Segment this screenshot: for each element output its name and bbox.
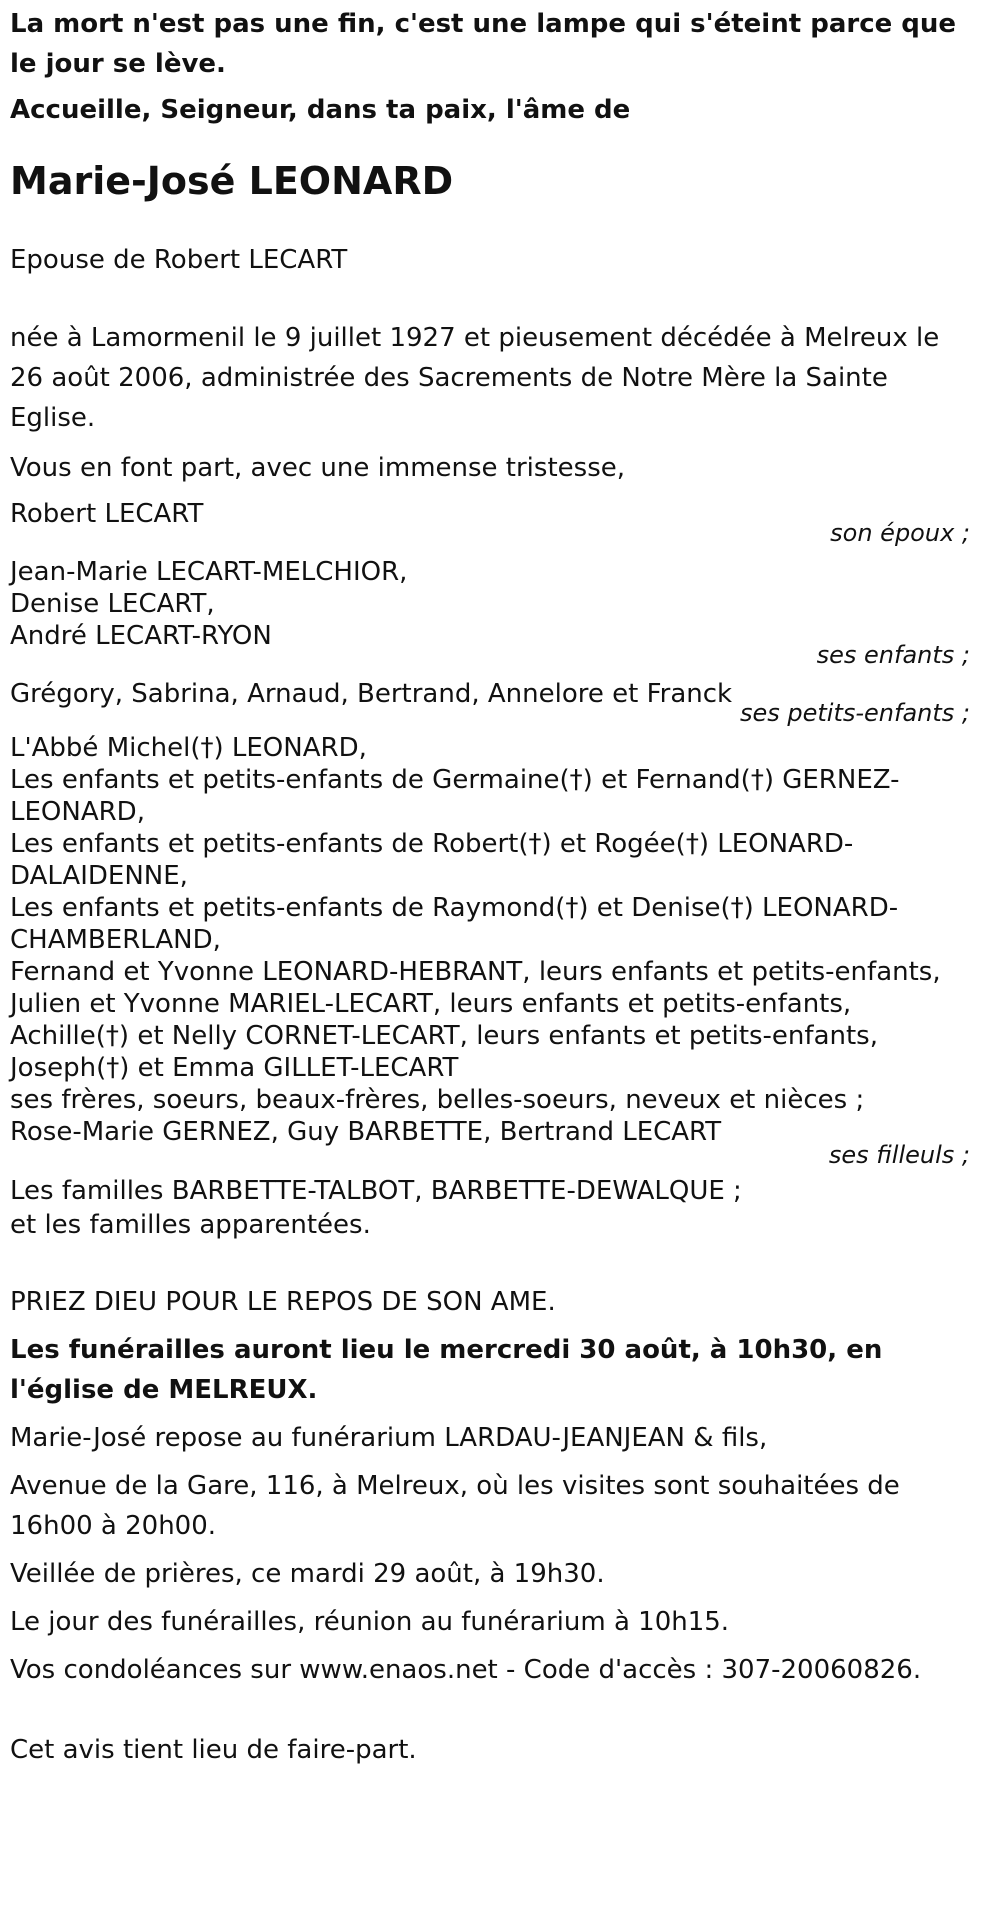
meeting-info: Le jour des funérailles, réunion au funérarium à 10h15. [10,1607,730,1637]
sibling-line: Les enfants et petits-enfants de Germaine(†) et Fernand(†) GERNEZ-LEONARD, [10,765,900,827]
deceased-name: Marie-José LEONARD [10,159,454,203]
siblings-block [10,732,970,1168]
families-block [10,1174,970,1242]
sibling-line: Les enfants et petits-enfants de Raymond(†) et Denise(†) LEONARD-CHAMBERLAND, [10,893,899,955]
grandchildren-relation: ses petits-enfants ; [739,699,970,727]
child-name: Denise LECART, [10,589,215,619]
sibling-line: L'Abbé Michel(†) LEONARD, [10,733,367,763]
sibling-line: Julien et Yvonne MARIEL-LECART, leurs enfants et petits-enfants, [10,989,852,1019]
announcement: Vous en font part, avec une immense tristesse, [10,453,625,483]
spouse-name: Robert LECART [10,499,204,529]
sibling-line: Les enfants et petits-enfants de Robert(†) et Rogée(†) LEONARD-DALAIDENNE, [10,829,854,891]
prayer-request: PRIEZ DIEU POUR LE REPOS DE SON AME. [10,1287,556,1317]
sibling-line: Fernand et Yvonne LEONARD-HEBRANT, leurs enfants et petits-enfants, [10,957,941,987]
godchildren-relation: ses filleuls ; [828,1141,970,1169]
godchildren-names: Rose-Marie GERNEZ, Guy BARBETTE, Bertrand LECART [10,1117,722,1147]
children-block [10,552,970,668]
condolences-info: Vos condoléances sur www.enaos.net - Code d'accès : 307-20060826. [10,1655,922,1685]
child-name: Jean-Marie LECART-MELCHIOR, [10,557,408,587]
children-relation: ses enfants ; [816,641,970,669]
opening-quote: La mort n'est pas une fin, c'est une lampe qui s'éteint parce que le jour se lève. [10,9,957,79]
closing-note: Cet avis tient lieu de faire-part. [10,1735,417,1765]
rest-place: Marie-José repose au funérarium LARDAU-JEANJEAN & fils, [10,1423,768,1453]
grandchildren-block [10,674,970,726]
families-line: et les familles apparentées. [10,1210,371,1240]
sibling-line: Achille(†) et Nelly CORNET-LECART, leurs enfants et petits-enfants, [10,1021,878,1051]
birth-death-text: née à Lamormenil le 9 juillet 1927 et pieusement décédée à Melreux le 26 août 2006, administrée des Sacrements de Notre Mère la Sainte Eglise. [10,323,940,433]
vigil-info: Veillée de prières, ce mardi 29 août, à 19h30. [10,1559,605,1589]
families-line: Les familles BARBETTE-TALBOT, BARBETTE-DEWALQUE ; [10,1176,742,1206]
child-name: André LECART-RYON [10,621,272,651]
sibling-line: Joseph(†) et Emma GILLET-LECART [10,1053,459,1083]
spouse-block [10,494,970,546]
spouse-line: Epouse de Robert LECART [10,245,348,275]
funeral-info: Les funérailles auront lieu le mercredi 30 août, à 10h30, en l'église de MELREUX. [10,1335,883,1405]
prayer-intro: Accueille, Seigneur, dans ta paix, l'âme de [10,95,631,125]
sibling-line: ses frères, soeurs, beaux-frères, belles-soeurs, neveux et nièces ; [10,1085,865,1115]
spouse-relation: son époux ; [830,519,970,547]
grandchildren-names: Grégory, Sabrina, Arnaud, Bertrand, Annelore et Franck [10,679,733,709]
address-visits: Avenue de la Gare, 116, à Melreux, où les visites sont souhaitées de 16h00 à 20h00. [10,1471,900,1541]
